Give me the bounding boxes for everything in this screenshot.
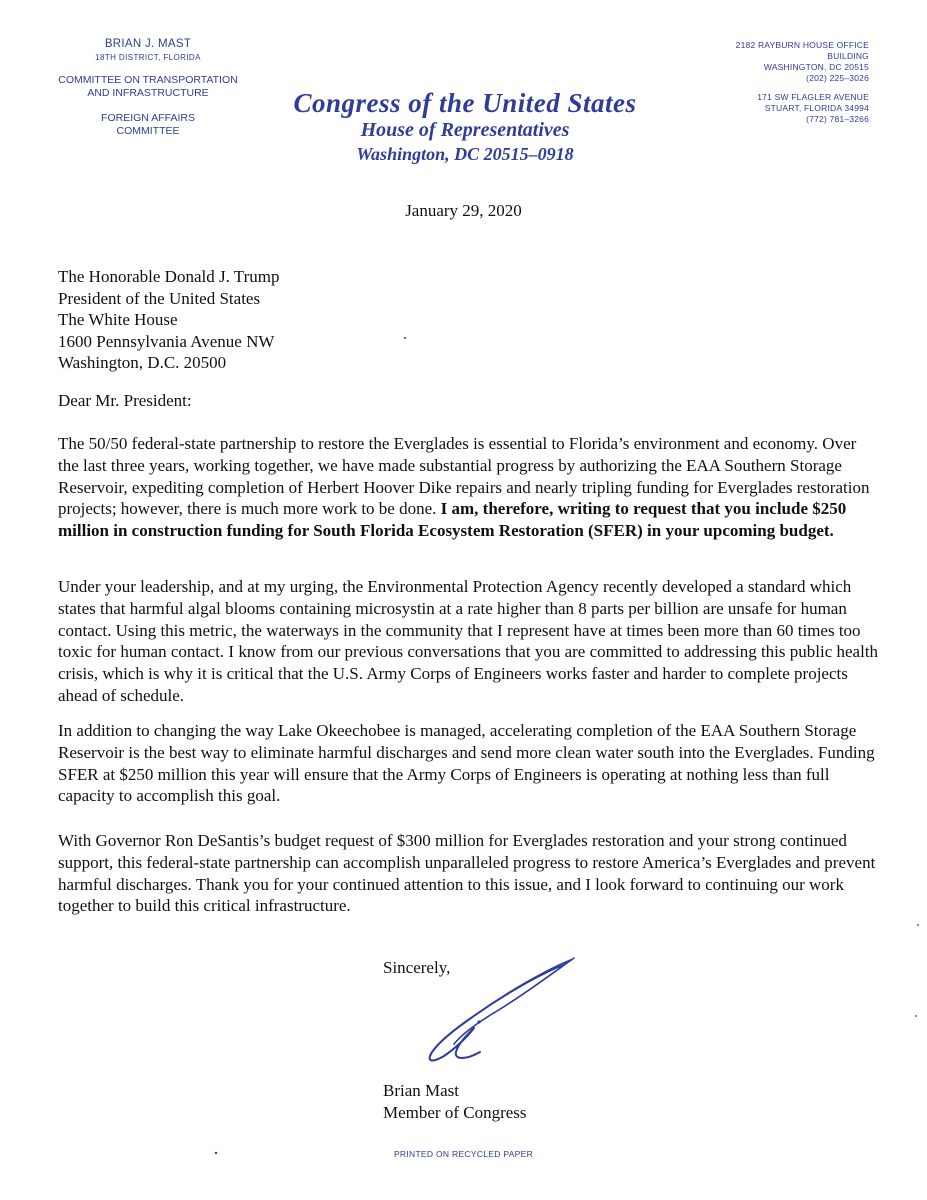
recipient-line3: The White House <box>58 310 178 329</box>
committee-transportation-line2: AND INFRASTRUCTURE <box>87 87 209 99</box>
paragraph-3-text: In addition to changing the way Lake Okeechobee is managed, accelerating completion of the EAA Southern Storage Reservoir is the best way to eliminate harmful discharges and send more clean water south into the Everglades. Funding SFER at $250 million this year will ensure that the Army Corps of Engineers is operating at nothing less than full capacity to accomplish this goal. <box>58 721 875 806</box>
paragraph-1-request: I am, therefore, writing to request that you include $250 million in construction funding for South Florida Ecosystem Restoration (SFER) in your upcoming budget. <box>58 499 847 541</box>
representative-name: BRIAN J. MAST <box>104 38 192 50</box>
recipient-line4: 1600 Pennsylvania Avenue NW <box>58 331 275 351</box>
congress-title: Congress of the United States <box>293 88 637 118</box>
house-title: House of Representatives <box>360 119 570 141</box>
closing: Sincerely, <box>383 958 451 977</box>
recipient-line2: President of the United States <box>58 288 261 308</box>
district-label: 18TH DISTRICT, FLORIDA <box>95 53 201 62</box>
paragraph-2-text: Under your leadership, and at my urging, the Environmental Protection Agency recently developed a standard which states that harmful algal blooms containing microsystin at a rate higher than 8 parts per billion are unsafe for human contact. Using this metric, the waterways in the community that I represent have at times been more than 60 times too toxic for human contact. I know from our previous conversations that you are committed to addressing this public health crisis, which is why it is critical that the U.S. Army Corps of Engineers works faster and harder to complete projects ahead of schedule. <box>58 577 879 705</box>
local-office-line2: STUART, FLORIDA 34994 <box>764 103 869 113</box>
recipient-line1: The Honorable Donald J. Trump <box>58 267 280 286</box>
letter-date: January 29, 2020 <box>405 201 522 220</box>
recipient-line5: Washington, D.C. 20500 <box>58 353 227 372</box>
committee-foreign-affairs-line2: COMMITTEE <box>116 125 180 137</box>
dc-office-line2: WASHINGTON, DC 20515 <box>763 62 869 72</box>
local-office-line1: 171 SW FLAGLER AVENUE <box>757 92 869 102</box>
dc-office-phone: (202) 225–3026 <box>806 73 869 83</box>
local-office-phone: (772) 781–3266 <box>806 114 869 124</box>
committee-transportation-line1: COMMITTEE ON TRANSPORTATION <box>58 74 238 86</box>
committee-foreign-affairs-line1: FOREIGN AFFAIRS <box>101 112 195 124</box>
washington-address: Washington, DC 20515–0918 <box>356 144 574 164</box>
salutation: Dear Mr. President: <box>58 391 192 410</box>
dc-office-line1: 2182 RAYBURN HOUSE OFFICE BUILDING <box>735 40 869 61</box>
recycled-paper-footer: PRINTED ON RECYCLED PAPER <box>393 1149 534 1159</box>
paragraph-1-text: The 50/50 federal-state partnership to restore the Everglades is essential to Florida’s environment and economy. Over the last three years, working together, we have made substantial progress by authorizing the EAA Southern Storage Reservoir, expediting completion of Herbert Hoover Dike repairs and nearly tripling funding for Everglades restoration projects; however, there is much more work to be done. <box>58 434 870 519</box>
paragraph-4-text: With Governor Ron DeSantis’s budget request of $300 million for Everglades restoration and your strong continued support, this federal-state partnership can accomplish unparalleled progress to restore America’s Everglades and prevent harmful discharges. Thank you for your continued attention to this issue, and I look forward to continuing our work together to build this critical infrastructure. <box>58 831 876 916</box>
signer-title: Member of Congress <box>383 1102 527 1122</box>
signer-name: Brian Mast <box>383 1081 460 1100</box>
